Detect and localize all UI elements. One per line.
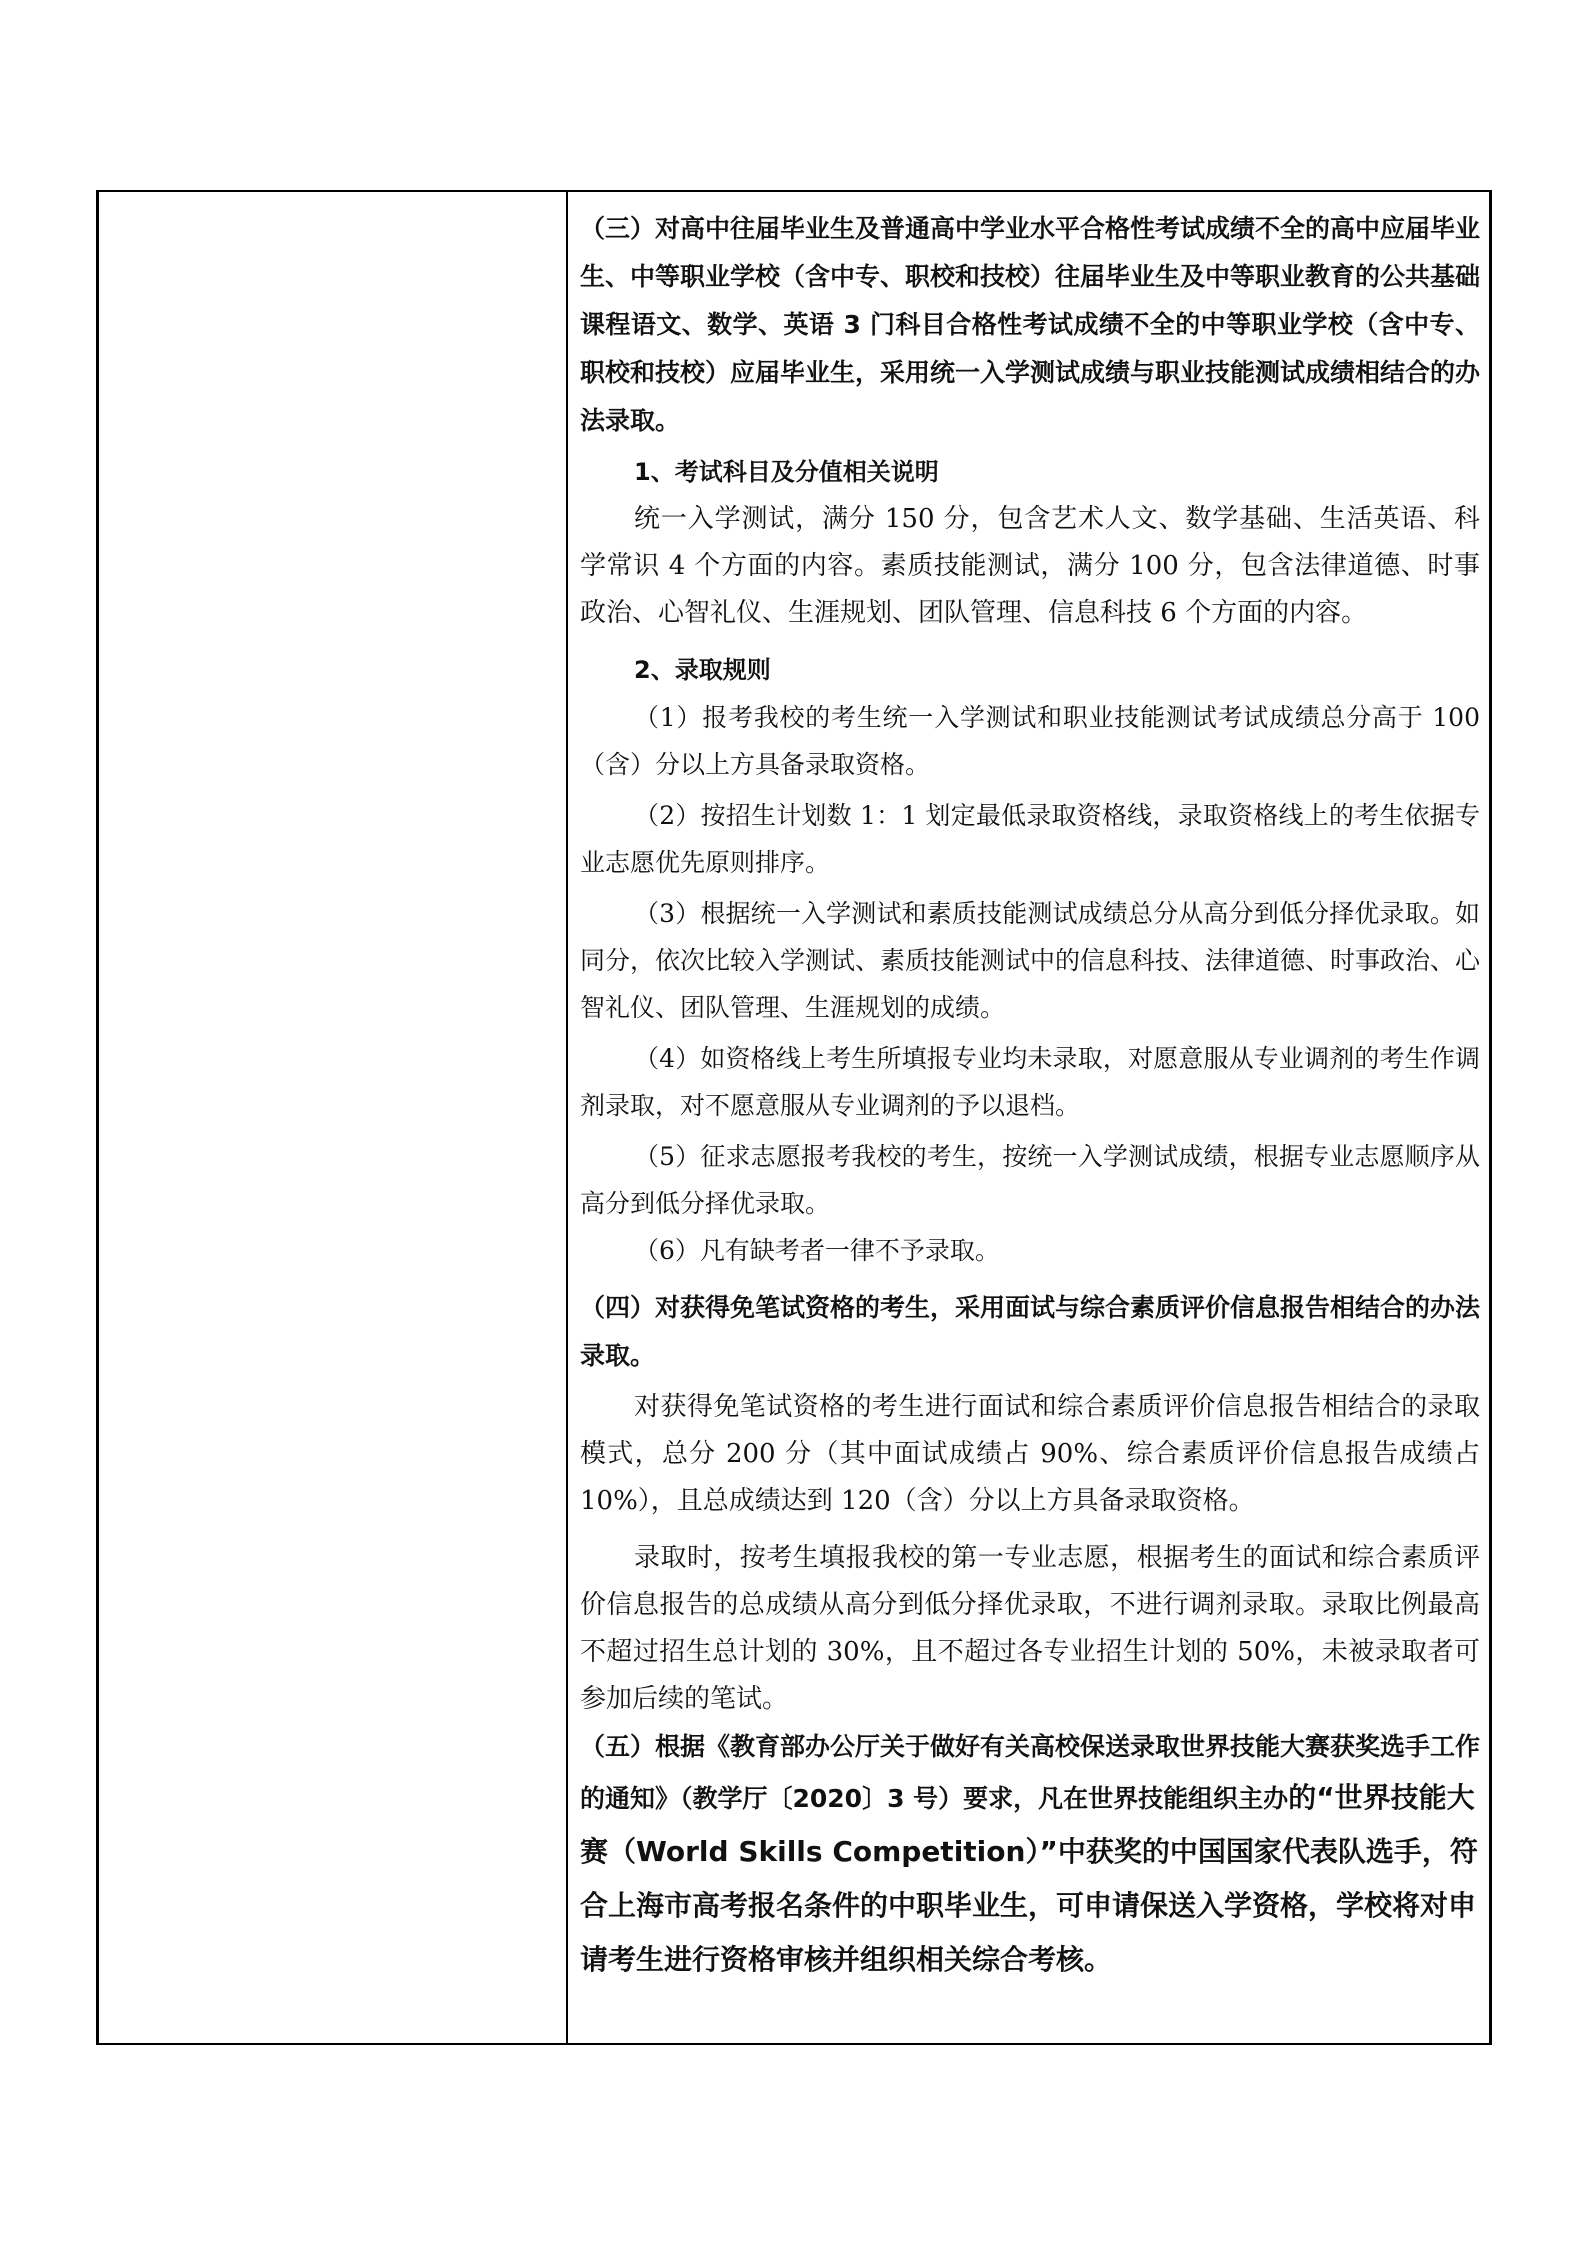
rule-item: （1）报考我校的考生统一入学测试和职业技能测试考试成绩总分高于 100（含）分以上方具备录取资格。 <box>580 703 1480 779</box>
rule-item: （5）征求志愿报考我校的考生，按统一入学测试成绩，根据专业志愿顺序从高分到低分择优录取。 <box>580 1142 1480 1218</box>
section3-heading: （三）对高中往届毕业生及普通高中学业水平合格性考试成绩不全的高中应届毕业生、中等职业学校（含中专、职校和技校）往届毕业生及中等职业教育的公共基础课程语文、数学、英语 3 门科目合格性考试成绩不全的中等职业学校（含中专、职校和技校）应届毕业生，采用统一入学测试成绩与职业技能测试成绩相结合的办法录取。 <box>580 214 1481 435</box>
section3-sub1-text: 统一入学测试，满分 150 分，包含艺术人文、数学基础、生活英语、科学常识 4 个方面的内容。素质技能测试，满分 100 分，包含法律道德、时事政治、心智礼仪、生涯规划、团队管理、信息科技 6 个方面的内容。 <box>580 504 1480 628</box>
section4-para1: 对获得免笔试资格的考生进行面试和综合素质评价信息报告相结合的录取模式，总分 200 分（其中面试成绩占 90%、综合素质评价信息报告成绩占 10%），且总成绩达到 120（含）分以上方具备录取资格。 <box>580 1392 1480 1516</box>
left-empty-cell <box>99 192 566 2043</box>
rule-item: （3）根据统一入学测试和素质技能测试成绩总分从高分到低分择优录取。如同分，依次比较入学测试、素质技能测试中的信息科技、法律道德、时事政治、心智礼仪、团队管理、生涯规划的成绩。 <box>580 899 1481 1022</box>
rule-item: （6）凡有缺考者一律不予录取。 <box>634 1236 1000 1265</box>
column-divider <box>566 190 568 2045</box>
section3-sub2-title: 2、录取规则 <box>634 656 771 684</box>
rule-item: （4）如资格线上考生所填报专业均未录取，对愿意服从专业调剂的考生作调剂录取，对不愿意服从专业调剂的予以退档。 <box>580 1044 1480 1120</box>
section3-sub1-title: 1、考试科目及分值相关说明 <box>634 458 939 486</box>
section5-heading-part1: （五）根据《教育部办公厅关于做好有关高校保送录取世界技能大赛获奖选手工作的通知》（教学厅〔2020〕3 号）要求，凡在世界技能组织主办 <box>580 1732 1481 1813</box>
section4-heading: （四）对获得免笔试资格的考生，采用面试与综合素质评价信息报告相结合的办法录取。 <box>580 1293 1481 1370</box>
section4-para2: 录取时，按考生填报我校的第一专业志愿，根据考生的面试和综合素质评价信息报告的总成绩从高分到低分择优录取，不进行调剂录取。录取比例最高不超过招生总计划的 30%，且不超过各专业招生计划的 50%，未被录取者可参加后续的笔试。 <box>580 1543 1480 1714</box>
rule-item: （2）按招生计划数 1：1 划定最低录取资格线，录取资格线上的考生依据专业志愿优先原则排序。 <box>580 801 1480 877</box>
section5-heading-part2: 的“世界技能大赛（World Skills Competition）”中获奖的中国国家代表队选手，符合上海市高考报名条件的中职毕业生，可申请保送入学资格，学校将对申请考生进行资格审核并组织相关综合考核。 <box>580 1781 1478 1976</box>
right-content-cell <box>580 205 1480 1987</box>
